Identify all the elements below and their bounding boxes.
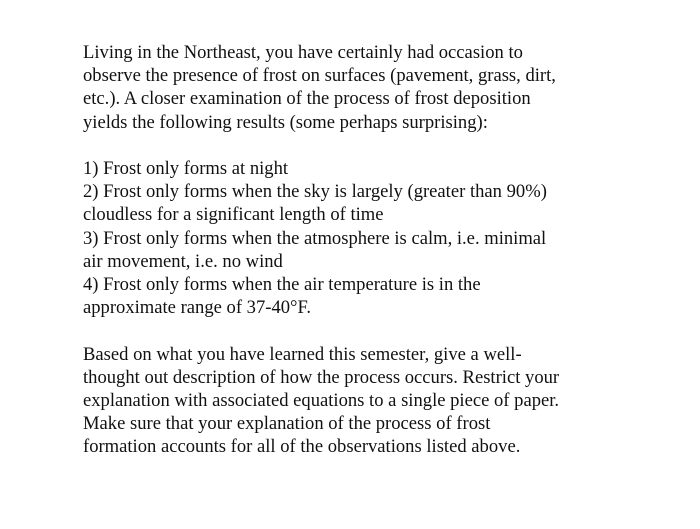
list-item: air movement, i.e. no wind [83,250,283,272]
text-line: etc.). A closer examination of the process of frost deposition [83,88,531,110]
text-line: explanation with associated equations to a single piece of paper. [83,390,560,412]
intro-paragraph [83,41,643,134]
text-line: Based on what you have learned this semester, give a well- [83,343,522,365]
paragraph-gap [83,134,643,157]
instructions-paragraph [83,343,643,459]
text-line: yields the following results (some perhaps surprising): [83,111,488,133]
paragraph-gap [83,319,643,342]
list-item: 1) Frost only forms at night [83,158,289,179]
list-item: 3) Frost only forms when the atmosphere is calm, i.e. minimal [83,227,547,249]
list-item: 2) Frost only forms when the sky is largely (greater than 90%) [83,181,547,203]
list-item: cloudless for a significant length of time [83,204,384,226]
text-line: thought out description of how the process occurs. Restrict your [83,366,560,388]
text-line: formation accounts for all of the observations listed above. [83,436,521,458]
text-line: Make sure that your explanation of the process of frost [83,413,491,435]
list-item: approximate range of 37-40°F. [83,297,311,319]
observations-list [83,157,643,319]
list-item: 4) Frost only forms when the air temperature is in the [83,274,481,296]
text-line: Living in the Northeast, you have certainly had occasion to [83,42,523,63]
document-body [83,41,643,459]
text-line: observe the presence of frost on surfaces (pavement, grass, dirt, [83,65,556,87]
